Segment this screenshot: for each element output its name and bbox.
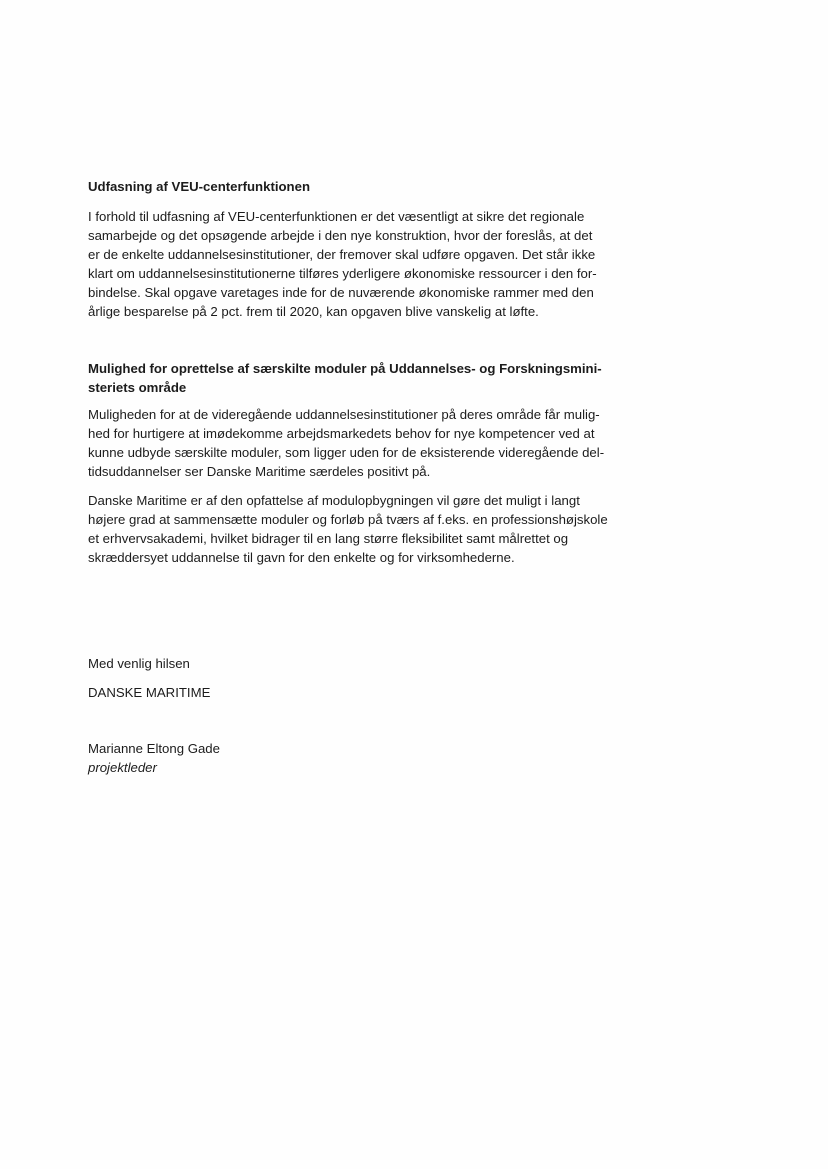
paragraph-line: årlige besparelse på 2 pct. frem til 2020, kan opgaven blive vanskelig at løfte.	[88, 304, 539, 319]
signature-organization: DANSKE MARITIME	[88, 685, 211, 700]
paragraph-line: højere grad at sammensætte moduler og forløb på tværs af f.eks. en professionshøjskole	[88, 512, 608, 527]
paragraph-line: skræddersyet uddannelse til gavn for den enkelte og for virksomhederne.	[88, 550, 515, 565]
paragraph-line: bindelse. Skal opgave varetages inde for de nuværende økonomiske rammer med den	[88, 285, 594, 300]
paragraph-line: klart om uddannelsesinstitutionerne tilføres yderligere økonomiske ressourcer i den for-	[88, 266, 597, 281]
paragraph-line: et erhvervsakademi, hvilket bidrager til en lang større fleksibilitet samt målrettet og	[88, 531, 569, 546]
closing-greeting: Med venlig hilsen	[88, 656, 190, 671]
paragraph-line: kunne udbyde særskilte moduler, som ligger uden for de eksisterende videregående del-	[88, 445, 605, 460]
paragraph-line: Muligheden for at de videregående uddannelsesinstitutioner på deres område får mulig-	[88, 407, 600, 422]
paragraph-line: samarbejde og det opsøgende arbejde i den nye konstruktion, hvor der foreslås, at det	[88, 228, 593, 243]
signature-title: projektleder	[88, 760, 157, 775]
paragraph-line: I forhold til udfasning af VEU-centerfunktionen er det væsentligt at sikre det regionale	[88, 209, 585, 224]
paragraph-line: hed for hurtigere at imødekomme arbejdsmarkedets behov for nye kompetencer ved at	[88, 426, 595, 441]
paragraph-line: er de enkelte uddannelsesinstitutioner, der fremover skal udføre opgaven. Det står ikke	[88, 247, 596, 262]
paragraph-line: tidsuddannelser ser Danske Maritime særdeles positivt på.	[88, 464, 431, 479]
signature-name: Marianne Eltong Gade	[88, 741, 220, 756]
paragraph-line: Danske Maritime er af den opfattelse af modulopbygningen vil gøre det muligt i langt	[88, 493, 580, 508]
section-heading-moduler: Mulighed for oprettelse af særskilte moduler på Uddannelses- og Forskningsmini-	[88, 361, 602, 376]
section-heading-moduler-cont: steriets område	[88, 380, 187, 395]
section-heading-veu: Udfasning af VEU-centerfunktionen	[88, 179, 311, 194]
